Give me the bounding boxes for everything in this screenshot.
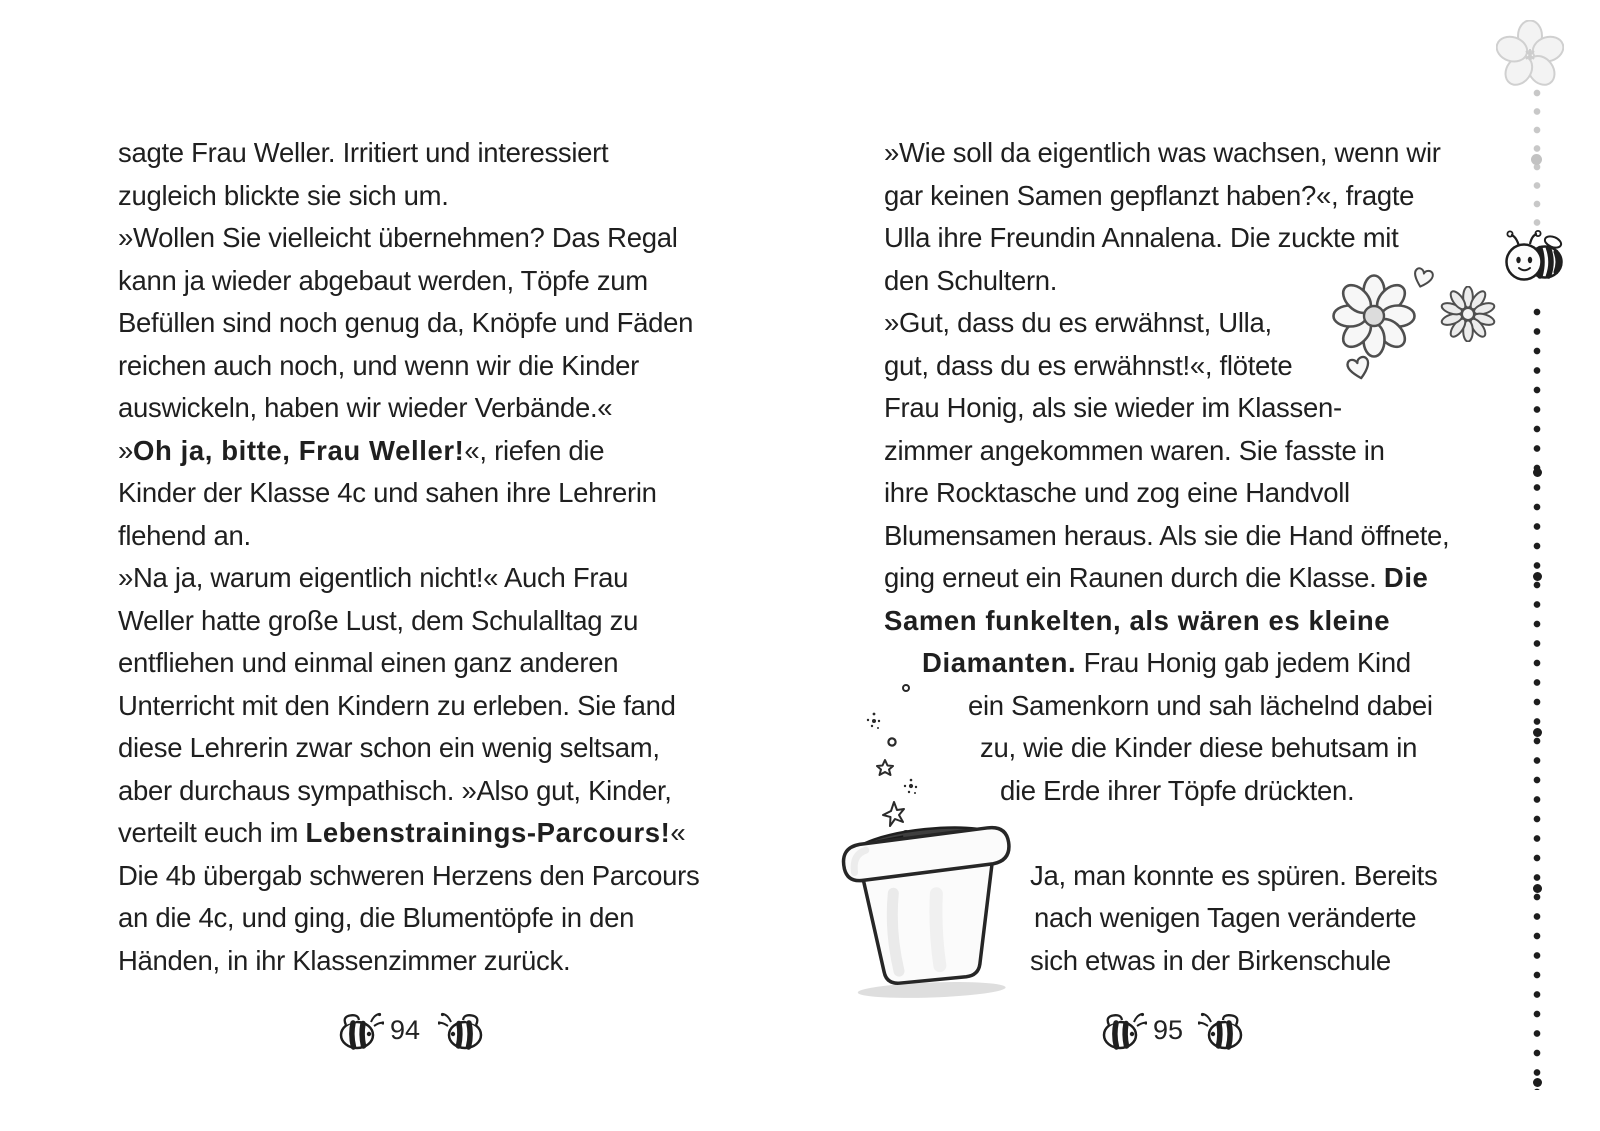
text-line	[118, 345, 699, 388]
text-line	[118, 727, 699, 770]
text-line	[884, 387, 1449, 430]
body-text: Die 4b übergab schweren Herzens den Parcours	[118, 859, 700, 891]
text-line	[884, 515, 1449, 558]
text-line	[118, 217, 699, 260]
text-line	[980, 727, 1449, 770]
body-text: die Erde ihrer Töpfe drückten.	[1000, 774, 1355, 806]
body-text: ihre Rocktasche und zog eine Handvoll	[884, 477, 1350, 508]
left-page-text	[118, 132, 699, 982]
text-line	[118, 387, 699, 430]
body-text: Weller hatte große Lust, dem Schulalltag zu	[118, 604, 639, 636]
body-text: «, riefen die	[464, 434, 605, 466]
body-text: reichen auch noch, und wenn wir die Kinder	[118, 349, 639, 381]
body-text: »Gut, dass du es erwähnst, Ulla,	[884, 307, 1272, 338]
text-line	[118, 260, 699, 303]
body-text: nach wenigen Tagen veränderte	[1034, 902, 1417, 933]
body-text: an die 4c, und ging, die Blumentöpfe in den	[118, 902, 635, 933]
text-line	[1034, 897, 1449, 940]
page-number-right: 95	[1152, 1015, 1184, 1045]
dot	[1533, 468, 1542, 477]
text-line	[118, 897, 699, 940]
text-line	[118, 685, 699, 728]
emphasis-text: Diamanten.	[922, 647, 1077, 678]
text-line	[884, 472, 1449, 515]
body-text: ging erneut ein Raunen durch die Klasse.	[884, 562, 1384, 593]
body-text: kann ja wieder abgebaut werden, Töpfe zum	[118, 264, 648, 296]
body-text: gut, dass du es erwähnst!«, flötete	[884, 349, 1293, 381]
text-line	[118, 770, 699, 813]
text-line	[1030, 940, 1449, 983]
body-text: zu, wie die Kinder diese behutsam in	[980, 732, 1418, 763]
dot	[1533, 1078, 1542, 1087]
body-text: flehend an.	[118, 519, 251, 551]
body-text: aber durchaus sympathisch. »Also gut, Kinder,	[118, 774, 672, 806]
bee-icon	[338, 1012, 384, 1050]
text-line	[922, 642, 1449, 685]
body-text: Ja, man konnte es spüren. Bereits	[1030, 859, 1438, 891]
text-line	[118, 557, 699, 600]
text-line	[884, 557, 1449, 600]
dotted-line	[1531, 302, 1543, 1090]
body-text: gar keinen Samen gepflanzt haben?«, fragte	[884, 179, 1415, 211]
text-line	[968, 685, 1449, 728]
dot	[1533, 572, 1542, 581]
text-line	[118, 302, 699, 345]
text-line	[884, 217, 1449, 260]
body-text: sich etwas in der Birkenschule	[1030, 944, 1391, 976]
text-line	[118, 940, 699, 983]
text-line	[118, 812, 699, 855]
text-line	[884, 600, 1449, 643]
text-line	[884, 132, 1449, 175]
text-line	[1030, 855, 1449, 898]
page-number-left: 94	[389, 1015, 421, 1045]
smiling-bee-icon	[1500, 228, 1568, 292]
body-text: »Na ja, warum eigentlich nicht!« Auch Frau	[118, 562, 629, 593]
text-line	[1000, 770, 1449, 813]
text-line	[118, 515, 699, 558]
text-line	[118, 642, 699, 685]
dot	[1531, 154, 1542, 165]
emphasis-text: Lebenstrainings-Parcours!	[305, 817, 671, 848]
body-text: »Wie soll da eigentlich was wachsen, wenn wir	[884, 137, 1441, 168]
body-text: zugleich blickte sie sich um.	[118, 179, 449, 211]
body-text: den Schultern.	[884, 264, 1058, 296]
bee-icon	[438, 1012, 484, 1050]
body-text: Händen, in ihr Klassenzimmer zurück.	[118, 944, 571, 976]
five-petal-flower-icon	[1496, 20, 1564, 90]
body-text: »Wollen Sie vielleicht übernehmen? Das Regal	[118, 222, 678, 253]
body-text: »	[118, 434, 133, 466]
text-line	[118, 855, 699, 898]
text-line	[884, 430, 1449, 473]
text-line	[118, 600, 699, 643]
dot	[1533, 884, 1542, 893]
flowerpot-illustration	[829, 817, 1030, 1009]
text-line	[118, 430, 699, 473]
dot	[1533, 728, 1542, 737]
body-text: Frau Honig, als sie wieder im Klassen-	[884, 392, 1342, 423]
body-text: diese Lehrerin zwar schon ein wenig seltsam,	[118, 732, 660, 763]
body-text: Befüllen sind noch genug da, Knöpfe und Fäden	[118, 307, 694, 338]
bee-icon	[1198, 1012, 1244, 1050]
text-line	[118, 472, 699, 515]
text-line	[118, 175, 699, 218]
emphasis-text: Oh ja, bitte, Frau Weller!	[133, 434, 465, 466]
body-text: auswickeln, haben wir wieder Verbände.«	[118, 392, 613, 423]
body-text: Blumensamen heraus. Als sie die Hand öffnete,	[884, 519, 1450, 551]
bee-icon	[1101, 1012, 1147, 1050]
text-line	[884, 175, 1449, 218]
body-text: zimmer angekommen waren. Sie fasste in	[884, 434, 1385, 466]
body-text: Ulla ihre Freundin Annalena. Die zuckte mit	[884, 222, 1399, 253]
body-text: verteilt euch im	[118, 817, 306, 848]
text-line	[118, 132, 699, 175]
body-text: sagte Frau Weller. Irritiert und interessiert	[118, 137, 609, 168]
emphasis-text: Samen funkelten, als wären es kleine	[884, 604, 1391, 636]
body-text: «	[670, 817, 686, 848]
body-text: Kinder der Klasse 4c und sahen ihre Lehrerin	[118, 477, 657, 508]
emphasis-text: Die	[1383, 562, 1429, 593]
body-text: Frau Honig gab jedem Kind	[1076, 647, 1411, 678]
body-text: ein Samenkorn und sah lächelnd dabei	[968, 689, 1433, 721]
body-text: Unterricht mit den Kindern zu erleben. Sie fand	[118, 689, 676, 721]
daisy-flower-icon	[1440, 286, 1496, 342]
body-text: entfliehen und einmal einen ganz anderen	[118, 647, 619, 678]
